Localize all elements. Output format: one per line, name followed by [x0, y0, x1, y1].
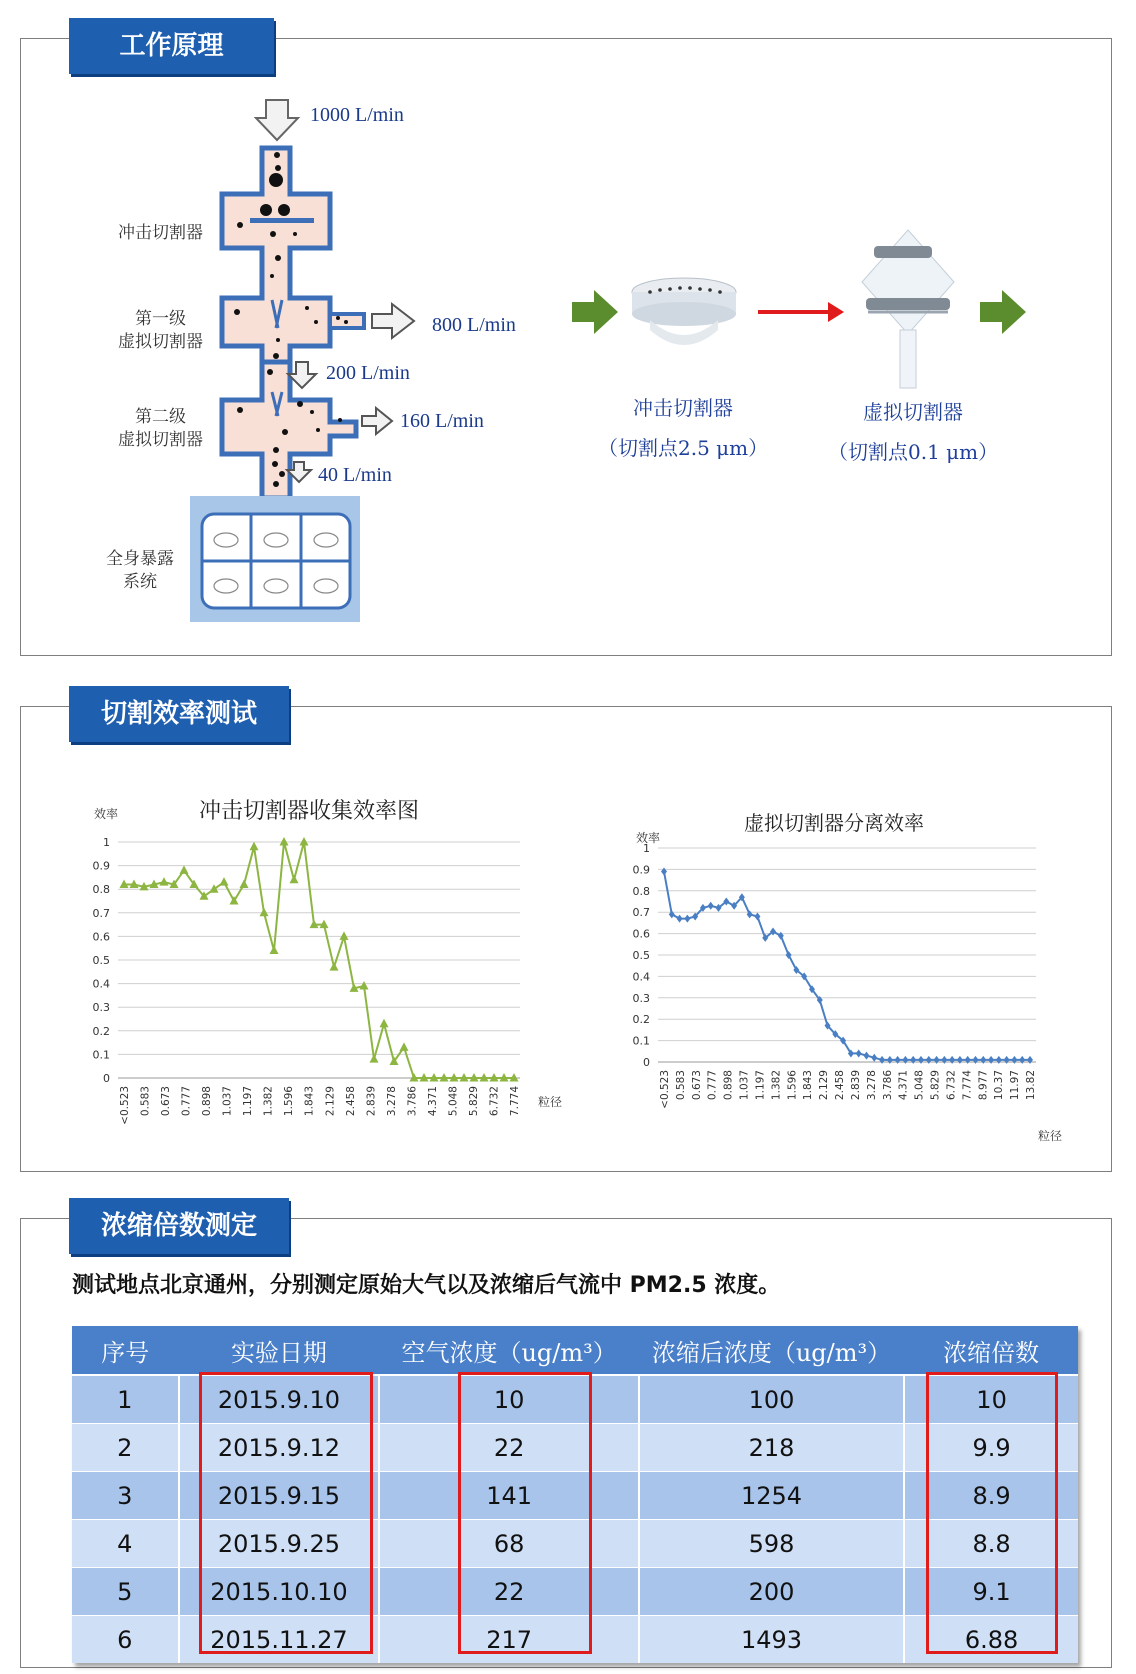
y-tick-label: 0.2 [632, 1013, 650, 1027]
x-tick-label: 1.382 [770, 1070, 783, 1101]
exposure-label [106, 548, 174, 594]
x-tick-label: 2.839 [849, 1070, 862, 1101]
data-point [996, 1056, 1002, 1064]
impactor-efficiency-chart [84, 780, 563, 1150]
y-tick-label: 0.8 [632, 884, 650, 898]
x-tick-label: 5.048 [447, 1086, 460, 1117]
x-tick-label: 0.583 [674, 1070, 687, 1101]
data-point [972, 1056, 978, 1064]
x-tick-label: 7.774 [961, 1070, 974, 1101]
x-tick-label: 5.829 [467, 1086, 480, 1117]
stage1-out-flow-label: 800 L/min [432, 314, 516, 336]
data-point [871, 1054, 877, 1062]
cell-factor: 8.9 [904, 1472, 1078, 1520]
date-highlight-box [199, 1372, 373, 1654]
green-arrow-right-icon [980, 290, 1026, 334]
x-tick-label: 0.777 [706, 1070, 719, 1101]
y-tick-label: 0.7 [92, 906, 110, 920]
concentration-description: 测试地点北京通州，分别测定原始大气以及浓缩后气流中 PM2.5 浓度。 [72, 1273, 781, 1298]
x-tick-label: 0.777 [180, 1086, 193, 1117]
cell-date: 2015.9.10 [179, 1375, 380, 1424]
data-point [160, 877, 169, 886]
data-point [754, 912, 760, 920]
data-point [1027, 1056, 1033, 1064]
virtual-photo-name: 虚拟切割器 [863, 400, 963, 424]
x-tick-label: 0.673 [160, 1086, 173, 1117]
data-point [661, 868, 667, 876]
x-tick-label: 4.371 [897, 1070, 910, 1101]
x-axis-label: 粒径 [1038, 1129, 1063, 1143]
y-tick-label: 0.6 [632, 927, 650, 941]
x-tick-label: <0.523 [119, 1086, 131, 1125]
y-tick-label: 1 [643, 842, 650, 855]
data-point [340, 931, 349, 940]
stage1-down-flow-label: 200 L/min [326, 362, 410, 384]
cell-index: 4 [72, 1520, 179, 1568]
data-point [934, 1056, 940, 1064]
y-tick-label: 0.7 [632, 906, 650, 920]
impactor-photo [632, 278, 736, 345]
data-point [910, 1056, 916, 1064]
y-tick-label: 0.4 [92, 977, 110, 991]
y-tick-label: 0.8 [92, 883, 110, 897]
data-point [280, 837, 289, 846]
y-tick-label: 0 [103, 1072, 110, 1085]
series-line [664, 872, 1030, 1060]
y-tick-label: 0 [643, 1056, 650, 1069]
data-point [290, 875, 299, 884]
data-point [360, 981, 369, 990]
impactor-photo-cutpoint: （切割点2.5 μm） [598, 436, 769, 460]
cell-index: 5 [72, 1568, 179, 1616]
x-tick-label: 2.839 [365, 1086, 378, 1117]
impactor-label: 冲击切割器 [118, 223, 203, 243]
x-tick-label: 1.382 [262, 1086, 275, 1117]
x-tick-label: 1.843 [303, 1086, 316, 1117]
data-point [400, 1042, 409, 1051]
cell-air-concentration: 22 [379, 1568, 638, 1616]
virtual-impactor-photo [862, 230, 954, 388]
stage1-label [118, 308, 203, 354]
stage2-down-flow-label: 40 L/min [318, 464, 392, 486]
data-point [260, 908, 269, 917]
stage1-label-line1: 第一级 [135, 309, 186, 329]
data-point [684, 915, 690, 923]
cell-concentrated: 218 [639, 1424, 904, 1472]
x-tick-label: 2.129 [818, 1070, 831, 1101]
data-point [677, 915, 683, 923]
cell-index: 2 [72, 1424, 179, 1472]
stage2-label [118, 406, 203, 452]
efficiency-section-title: 切割效率测试 [69, 686, 289, 742]
cell-factor: 6.88 [904, 1616, 1078, 1664]
data-point [220, 877, 229, 886]
x-tick-label: 3.786 [406, 1086, 419, 1117]
data-point [380, 1019, 389, 1028]
data-point [1019, 1056, 1025, 1064]
data-point [270, 946, 279, 955]
x-tick-label: 1.596 [786, 1070, 799, 1101]
y-axis-label: 效率 [636, 831, 661, 845]
data-point [856, 1049, 862, 1057]
x-tick-label: 2.458 [834, 1070, 847, 1101]
x-tick-label: 4.371 [426, 1086, 439, 1117]
x-tick-label: 7.774 [509, 1086, 521, 1117]
data-point [902, 1056, 908, 1064]
air-concentration-highlight-box [458, 1372, 592, 1654]
cell-index: 3 [72, 1472, 179, 1520]
stage2-label-line1: 第二级 [135, 407, 186, 427]
data-point [926, 1056, 932, 1064]
y-tick-label: 0.2 [92, 1024, 110, 1038]
data-point [210, 884, 219, 893]
exposure-label-line2: 系统 [123, 572, 157, 592]
cell-date: 2015.9.25 [179, 1520, 380, 1568]
cell-date: 2015.9.12 [179, 1424, 380, 1472]
x-tick-label: 0.583 [139, 1086, 152, 1117]
data-point [240, 879, 249, 888]
data-point [949, 1056, 955, 1064]
data-point [879, 1056, 885, 1064]
y-tick-label: 0.6 [92, 930, 110, 944]
impactor-photo-name: 冲击切割器 [633, 396, 733, 420]
stage1-out-arrow-icon [372, 304, 414, 338]
chart-title: 虚拟切割器分离效率 [744, 811, 924, 835]
cell-date: 2015.11.27 [179, 1616, 380, 1664]
x-tick-label: 6.732 [488, 1086, 501, 1117]
virtual-efficiency-chart [616, 790, 1086, 1150]
virtual-photo-cutpoint: （切割点0.1 μm） [828, 440, 999, 464]
cell-air-concentration: 10 [379, 1375, 638, 1424]
header-air-concentration: 空气浓度（ug/m³） [379, 1326, 638, 1375]
data-point [1011, 1056, 1017, 1064]
data-point [708, 902, 714, 910]
data-point [669, 910, 675, 918]
exposure-label-line1: 全身暴露 [106, 549, 174, 569]
data-point [895, 1056, 901, 1064]
green-arrow-left-icon [572, 290, 618, 334]
x-tick-label: <0.523 [659, 1070, 671, 1109]
data-point [330, 962, 339, 971]
x-tick-label: 1.037 [738, 1070, 751, 1101]
principle-section-title: 工作原理 [69, 18, 274, 74]
y-tick-label: 0.5 [92, 954, 110, 967]
x-tick-label: 1.197 [242, 1086, 255, 1117]
x-tick-label: 10.37 [993, 1070, 1006, 1101]
data-point [957, 1056, 963, 1064]
y-tick-label: 0.3 [632, 991, 650, 1005]
x-tick-label: 13.82 [1025, 1070, 1037, 1101]
cell-concentrated: 1493 [639, 1616, 904, 1664]
y-tick-label: 0.1 [92, 1048, 110, 1062]
factor-highlight-box [926, 1372, 1058, 1654]
inlet-arrow-icon [256, 100, 298, 140]
y-tick-label: 0.4 [632, 970, 650, 984]
y-tick-label: 0.9 [632, 863, 650, 877]
x-tick-label: 1.843 [802, 1070, 815, 1101]
x-tick-label: 2.458 [344, 1086, 357, 1117]
cell-factor: 9.9 [904, 1424, 1078, 1472]
x-tick-label: 1.197 [754, 1070, 767, 1101]
x-tick-label: 6.732 [945, 1070, 958, 1101]
cell-date: 2015.9.15 [179, 1472, 380, 1520]
x-tick-label: 5.829 [929, 1070, 942, 1101]
header-factor: 浓缩倍数 [904, 1326, 1078, 1375]
y-tick-label: 1 [103, 836, 110, 849]
cell-date: 2015.10.10 [179, 1568, 380, 1616]
y-axis-label: 效率 [94, 807, 119, 821]
stage2-out-arrow-icon [362, 408, 392, 434]
stage2-label-line2: 虚拟切割器 [118, 430, 203, 450]
data-point [941, 1056, 947, 1064]
x-tick-label: 0.898 [722, 1070, 735, 1101]
inlet-flow-label: 1000 L/min [310, 104, 404, 126]
cell-concentrated: 100 [639, 1375, 904, 1424]
cell-concentrated: 598 [639, 1520, 904, 1568]
data-point [300, 837, 309, 846]
data-point [180, 865, 189, 874]
cell-concentrated: 1254 [639, 1472, 904, 1520]
cell-air-concentration: 68 [379, 1520, 638, 1568]
cell-air-concentration: 22 [379, 1424, 638, 1472]
data-point [918, 1056, 924, 1064]
x-tick-label: 2.129 [324, 1086, 337, 1117]
x-tick-label: 8.977 [977, 1070, 990, 1101]
data-point [863, 1052, 869, 1060]
y-tick-label: 0.5 [632, 949, 650, 962]
x-tick-label: 0.898 [201, 1086, 214, 1117]
cell-index: 6 [72, 1616, 179, 1664]
cell-factor: 8.8 [904, 1520, 1078, 1568]
cell-index: 1 [72, 1375, 179, 1424]
header-concentrated: 浓缩后浓度（ug/m³） [639, 1326, 904, 1375]
stage2-out-flow-label: 160 L/min [400, 410, 484, 432]
x-tick-label: 5.048 [913, 1070, 926, 1101]
x-tick-label: 1.037 [221, 1086, 234, 1117]
x-tick-label: 1.596 [283, 1086, 296, 1117]
x-tick-label: 3.278 [385, 1086, 398, 1117]
cell-factor: 10 [904, 1375, 1078, 1424]
x-tick-label: 11.97 [1009, 1070, 1022, 1101]
cell-factor: 9.1 [904, 1568, 1078, 1616]
header-index: 序号 [72, 1326, 179, 1375]
cell-air-concentration: 217 [379, 1616, 638, 1664]
x-tick-label: 0.673 [690, 1070, 703, 1101]
y-tick-label: 0.9 [92, 859, 110, 873]
data-point [250, 842, 259, 851]
y-tick-label: 0.3 [92, 1001, 110, 1015]
y-tick-label: 0.1 [632, 1034, 650, 1048]
stage1-label-line2: 虚拟切割器 [118, 332, 203, 352]
impaction-plate [250, 218, 314, 223]
chart-title: 冲击切割器收集效率图 [198, 799, 420, 824]
table-header-row [72, 1326, 1078, 1375]
header-date: 实验日期 [179, 1326, 380, 1375]
cell-air-concentration: 141 [379, 1472, 638, 1520]
concentration-section-title: 浓缩倍数测定 [69, 1198, 289, 1254]
cell-concentrated: 200 [639, 1568, 904, 1616]
x-tick-label: 3.786 [881, 1070, 894, 1101]
data-point [370, 1054, 379, 1063]
data-point [965, 1056, 971, 1064]
data-point [887, 1056, 893, 1064]
data-point [988, 1056, 994, 1064]
data-point [980, 1056, 986, 1064]
x-tick-label: 3.278 [865, 1070, 878, 1101]
data-point [1004, 1056, 1010, 1064]
x-axis-label: 粒径 [538, 1095, 563, 1109]
